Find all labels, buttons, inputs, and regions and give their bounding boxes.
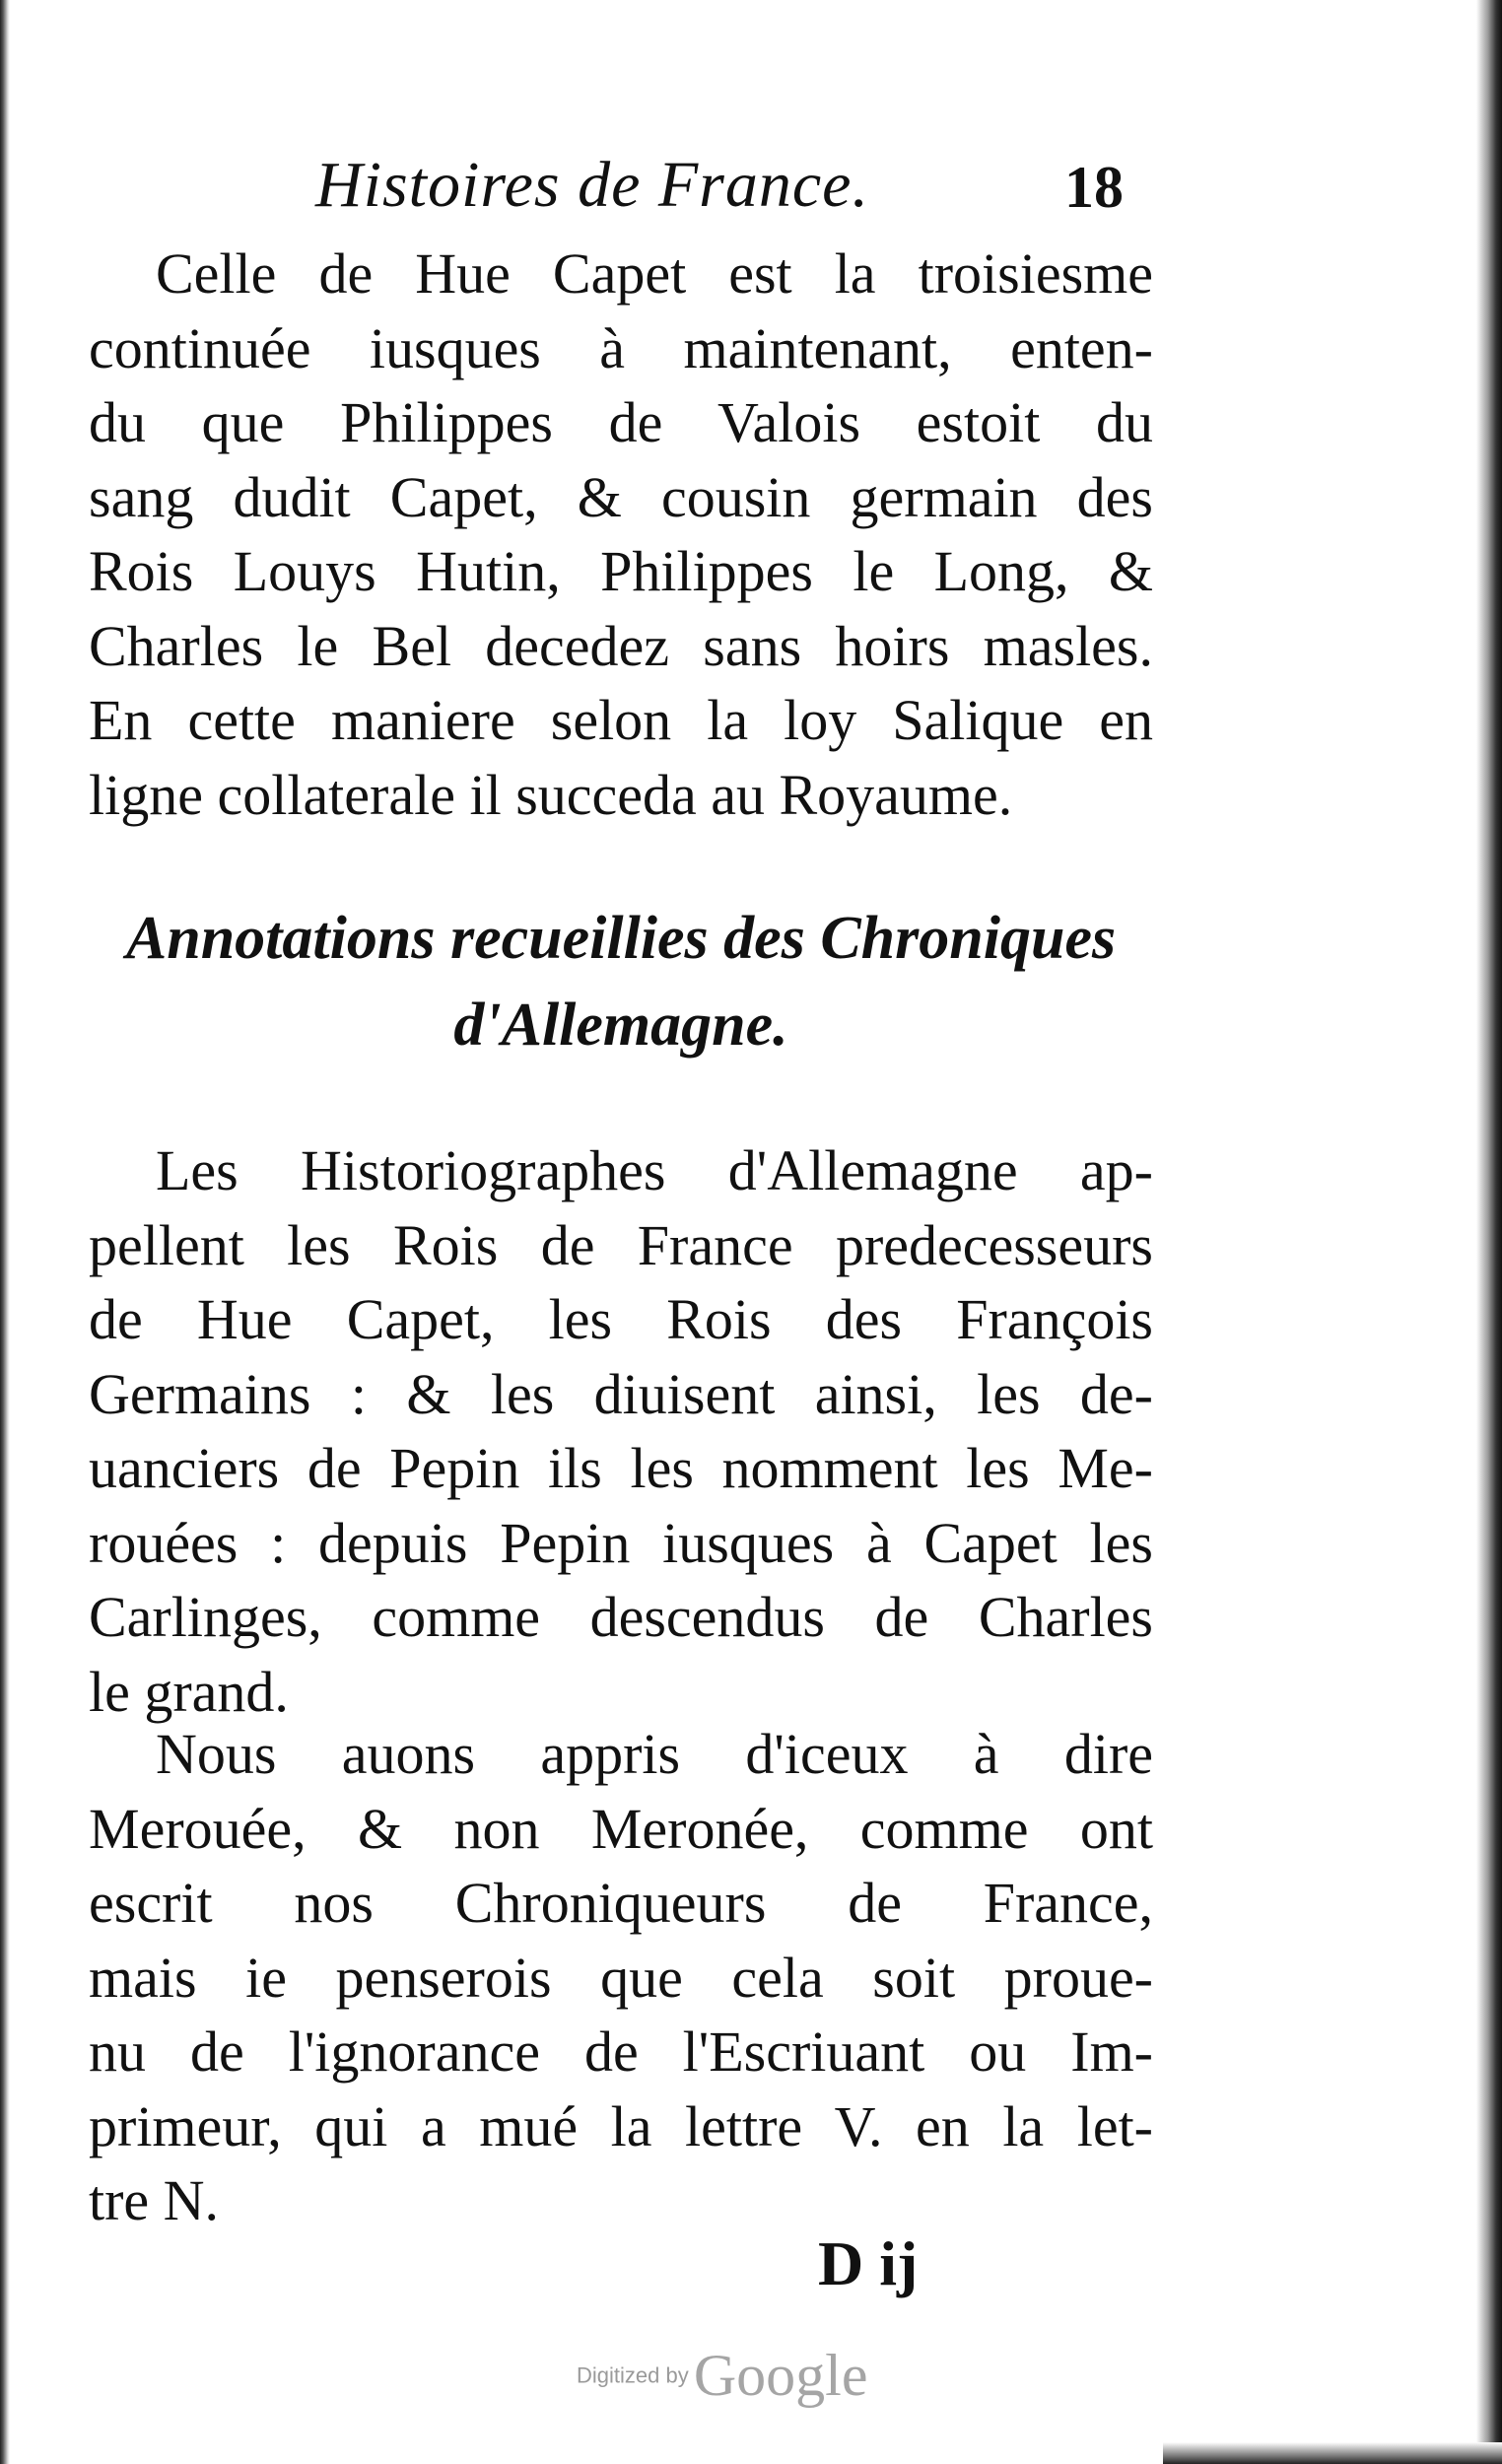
- section-heading-line-2: d'Allemagne.: [453, 992, 788, 1059]
- text-line: Germains : & les diuisent ainsi, les de-: [89, 1361, 1153, 1426]
- text-line: du que Philippes de Valois estoit du: [89, 390, 1153, 454]
- text-line: mais ie penserois que cela soit proue-: [89, 1945, 1153, 2010]
- text-line: Celle de Hue Capet est la troisiesme: [156, 241, 1153, 306]
- page-right-edge: [1476, 0, 1502, 2464]
- text-line: de Hue Capet, les Rois des François: [89, 1287, 1153, 1351]
- text-line: pellent les Rois de France predecesseurs: [89, 1212, 1153, 1277]
- section-heading-line-1: Annotations recueillies des Chroniques: [125, 905, 1117, 972]
- text-line: Nous auons appris d'iceux à dire: [156, 1722, 1153, 1786]
- paragraph-capet: [89, 237, 1153, 832]
- page-header: [315, 148, 1124, 227]
- text-line: sang dudit Capet, & cousin germain des: [89, 464, 1153, 529]
- paragraph-historiographes: [89, 1133, 1153, 1729]
- page-bottom-edge: [1163, 2442, 1502, 2464]
- text-line: En cette maniere selon la loy Salique en: [89, 688, 1153, 752]
- google-logo: Google: [693, 2343, 868, 2408]
- digitized-by-text: Digitized by: [577, 2362, 689, 2388]
- paragraph-merouee: [89, 1717, 1153, 2238]
- text-line: nu de l'ignorance de l'Escriuant ou Im-: [89, 2019, 1153, 2084]
- text-line: ligne collaterale il succeda au Royaume.: [89, 762, 1013, 827]
- text-line: rouées : depuis Pepin iusques à Capet les: [89, 1510, 1153, 1575]
- signature-mark: D ij: [818, 2228, 919, 2298]
- page-left-edge: [0, 0, 10, 2464]
- text-line: Merouée, & non Meronée, comme ont: [89, 1796, 1153, 1861]
- digitized-watermark: [577, 2342, 867, 2410]
- text-line: le grand.: [89, 1659, 289, 1724]
- page-number: 18: [1064, 155, 1124, 220]
- text-line: Carlinges, comme descendus de Charles: [89, 1585, 1153, 1649]
- text-line: Charles le Bel decedez sans hoirs masles.: [89, 613, 1153, 678]
- text-line: escrit nos Chroniqueurs de France,: [89, 1871, 1153, 1935]
- text-line: Les Historiographes d'Allemagne ap-: [156, 1138, 1153, 1202]
- text-line: uanciers de Pepin ils les nomment les Me-: [89, 1436, 1153, 1500]
- text-line: tre N.: [89, 2168, 220, 2232]
- running-title: Histoires de France.: [315, 149, 869, 221]
- text-line: primeur, qui a mué la lettre V. en la let-: [89, 2093, 1153, 2158]
- text-line: continuée iusques à maintenant, enten-: [89, 315, 1153, 380]
- section-heading: [89, 895, 1153, 1068]
- text-line: Rois Louys Hutin, Philippes le Long, &: [89, 539, 1153, 603]
